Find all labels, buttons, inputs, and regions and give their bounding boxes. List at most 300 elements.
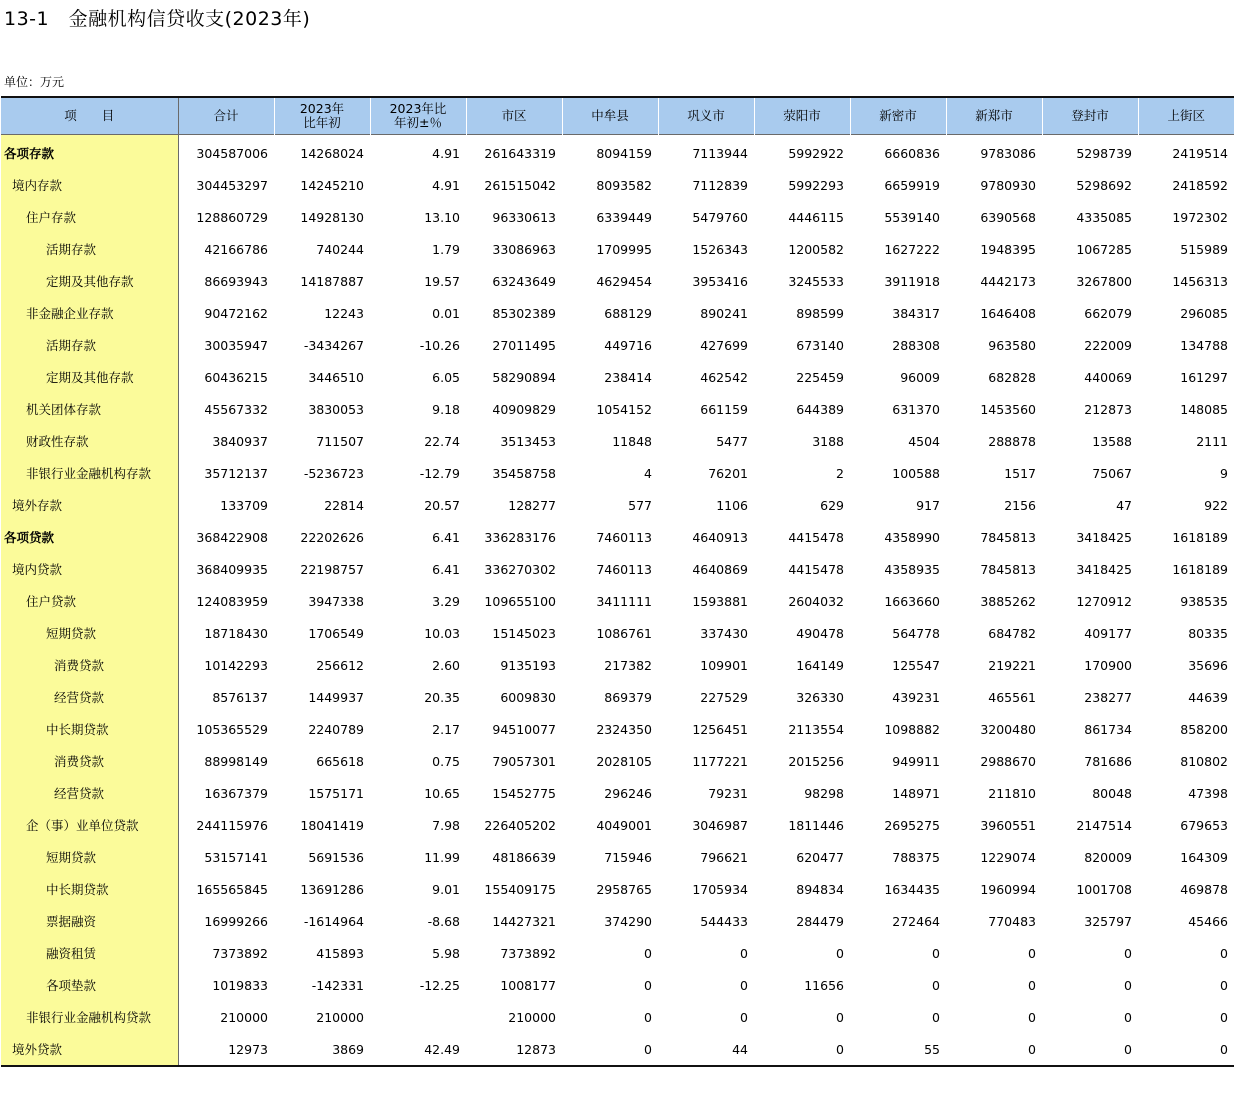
table-cell: 20.35	[424, 689, 460, 705]
table-cell: 0	[644, 1041, 652, 1057]
table-cell: 682828	[988, 369, 1036, 385]
table-cell: 3947338	[308, 593, 364, 609]
table-cell: 336283176	[484, 529, 556, 545]
table-cell: 3200480	[980, 721, 1036, 737]
table-cell: 0	[836, 1009, 844, 1025]
table-cell: 0	[1028, 1041, 1036, 1057]
table-cell: 3911918	[884, 273, 940, 289]
table-cell: 1948395	[980, 241, 1036, 257]
table-cell: 14928130	[300, 209, 364, 225]
table-cell: 661159	[700, 401, 748, 417]
table-cell: 465561	[988, 689, 1036, 705]
table-cell: 1972302	[1172, 209, 1228, 225]
table-cell: 15452775	[492, 785, 556, 801]
table-row	[1, 969, 1234, 1001]
table-cell: 0	[740, 1009, 748, 1025]
table-cell: 5479760	[692, 209, 748, 225]
table-cell: 6.41	[432, 561, 460, 577]
table-cell: 7845813	[980, 529, 1036, 545]
table-cell: 94510077	[492, 721, 556, 737]
table-cell: 1270912	[1076, 593, 1132, 609]
table-cell: 462542	[700, 369, 748, 385]
table-cell: 11656	[804, 977, 844, 993]
table-cell: 45466	[1188, 913, 1228, 929]
table-cell: 0	[1124, 1041, 1132, 1057]
table-cell: 22202626	[300, 529, 364, 545]
table-cell: 449716	[604, 337, 652, 353]
column-header: 荥阳市	[754, 97, 850, 135]
row-label: 住户存款	[1, 201, 178, 233]
table-cell: 219221	[988, 657, 1036, 673]
table-cell: 3245533	[788, 273, 844, 289]
table-cell: 217382	[604, 657, 652, 673]
table-cell: 256612	[316, 657, 364, 673]
table-cell: 715946	[604, 849, 652, 865]
table-cell: 9.18	[432, 401, 460, 417]
table-cell: 128277	[508, 497, 556, 513]
row-label: 非金融企业存款	[1, 297, 178, 329]
unit-label: 单位：万元	[4, 75, 65, 89]
table-cell: 4.91	[432, 177, 460, 193]
table-cell: 1706549	[308, 625, 364, 641]
table-cell: -8.68	[427, 913, 460, 929]
table-cell: 227529	[700, 689, 748, 705]
table-cell: 288878	[988, 433, 1036, 449]
table-cell: 79231	[708, 785, 748, 801]
table-row	[1, 489, 1234, 521]
table-cell: 796621	[700, 849, 748, 865]
table-cell: 679653	[1180, 817, 1228, 833]
table-cell: 564778	[892, 625, 940, 641]
table-cell: 0	[740, 977, 748, 993]
table-cell: 1008177	[500, 977, 556, 993]
table-cell: 2324350	[596, 721, 652, 737]
table-cell: 1456313	[1172, 273, 1228, 289]
table-cell: 164309	[1180, 849, 1228, 865]
table-cell: -12.25	[419, 977, 460, 993]
table-cell: 325797	[1084, 913, 1132, 929]
table-header-row	[1, 97, 1234, 135]
table-cell: 3960551	[980, 817, 1036, 833]
table-cell: 15145023	[492, 625, 556, 641]
table-cell: 4.91	[432, 145, 460, 161]
table-cell: 63243649	[492, 273, 556, 289]
table-cell: 8094159	[596, 145, 652, 161]
table-cell: 368422908	[196, 529, 268, 545]
table-cell: 5691536	[308, 849, 364, 865]
column-header: 上街区	[1138, 97, 1234, 135]
table-cell: 7112839	[692, 177, 748, 193]
table-row	[1, 1033, 1234, 1066]
table-cell: 80335	[1188, 625, 1228, 641]
table-cell: 0	[1220, 1009, 1228, 1025]
table-cell: 490478	[796, 625, 844, 641]
table-cell: 40909829	[492, 401, 556, 417]
table-cell: 3885262	[980, 593, 1036, 609]
table-cell: 6339449	[596, 209, 652, 225]
table-cell: 644389	[796, 401, 844, 417]
table-cell: 7113944	[692, 145, 748, 161]
table-cell: 5477	[716, 433, 748, 449]
row-label: 各项存款	[1, 135, 178, 170]
table-cell: 4640913	[692, 529, 748, 545]
table-row	[1, 649, 1234, 681]
table-cell: 4358990	[884, 529, 940, 545]
table-cell: 810802	[1180, 753, 1228, 769]
row-label: 境外贷款	[1, 1033, 178, 1066]
table-row	[1, 521, 1234, 553]
table-cell: 164149	[796, 657, 844, 673]
table-cell: 629	[820, 497, 844, 513]
table-cell: 898599	[796, 305, 844, 321]
table-row	[1, 1001, 1234, 1033]
table-cell: 2156	[1004, 497, 1036, 513]
table-row	[1, 937, 1234, 969]
row-label: 非银行业金融机构存款	[1, 457, 178, 489]
table-cell: 210000	[316, 1009, 364, 1025]
table-cell: 2.60	[432, 657, 460, 673]
table-cell: 781686	[1084, 753, 1132, 769]
table-cell: 296085	[1180, 305, 1228, 321]
table-cell: 1001708	[1076, 881, 1132, 897]
table-cell: 2240789	[308, 721, 364, 737]
row-label: 活期存款	[1, 233, 178, 265]
table-cell: 1575171	[308, 785, 364, 801]
table-cell: 22.74	[424, 433, 460, 449]
table-cell: 1449937	[308, 689, 364, 705]
table-row	[1, 329, 1234, 361]
table-cell: 1200582	[788, 241, 844, 257]
row-label: 消费贷款	[1, 649, 178, 681]
table-cell: 155409175	[484, 881, 556, 897]
row-label: 各项垫款	[1, 969, 178, 1001]
row-label: 境内存款	[1, 169, 178, 201]
table-cell: 12243	[324, 305, 364, 321]
row-label: 定期及其他存款	[1, 361, 178, 393]
table-cell: 4415478	[788, 529, 844, 545]
table-cell: 22814	[324, 497, 364, 513]
table-row	[1, 265, 1234, 297]
table-cell: 7373892	[212, 945, 268, 961]
table-cell: 5.98	[432, 945, 460, 961]
table-cell: 2.17	[432, 721, 460, 737]
table-cell: 0	[644, 1009, 652, 1025]
table-cell: 0	[644, 945, 652, 961]
table-cell: 296246	[604, 785, 652, 801]
table-cell: 949911	[892, 753, 940, 769]
table-cell: 1593881	[692, 593, 748, 609]
table-cell: 0	[1124, 1009, 1132, 1025]
table-cell: 18041419	[300, 817, 364, 833]
table-cell: 80048	[1092, 785, 1132, 801]
table-cell: 3411111	[596, 593, 652, 609]
table-cell: -142331	[311, 977, 364, 993]
table-cell: 4049001	[596, 817, 652, 833]
table-cell: -12.79	[419, 465, 460, 481]
table-cell: 4415478	[788, 561, 844, 577]
table-cell: 2	[836, 465, 844, 481]
table-cell: 48186639	[492, 849, 556, 865]
table-cell: 20.57	[424, 497, 460, 513]
table-cell: 326330	[796, 689, 844, 705]
table-cell: 7.98	[432, 817, 460, 833]
column-header: 登封市	[1042, 97, 1138, 135]
table-cell: 109655100	[484, 593, 556, 609]
table-cell: 427699	[700, 337, 748, 353]
table-cell: 47	[1116, 497, 1132, 513]
table-cell: 96009	[900, 369, 940, 385]
table-cell: 1618189	[1172, 529, 1228, 545]
table-cell: 2604032	[788, 593, 844, 609]
table-cell: 27011495	[492, 337, 556, 353]
table-cell: 33086963	[492, 241, 556, 257]
row-label: 机关团体存款	[1, 393, 178, 425]
table-cell: 11.99	[424, 849, 460, 865]
table-cell: 3267800	[1076, 273, 1132, 289]
table-cell: 0	[932, 977, 940, 993]
table-cell: 261643319	[484, 145, 556, 161]
table-cell: 12973	[228, 1041, 268, 1057]
row-label: 短期贷款	[1, 841, 178, 873]
table-cell: 5992922	[788, 145, 844, 161]
table-cell: 861734	[1084, 721, 1132, 737]
table-cell: 1811446	[788, 817, 844, 833]
table-cell: 100588	[892, 465, 940, 481]
table-cell: 1106	[716, 497, 748, 513]
table-row	[1, 425, 1234, 457]
table-cell: 272464	[892, 913, 940, 929]
table-cell: 304587006	[196, 145, 268, 161]
table-row	[1, 457, 1234, 489]
table-cell: 3046987	[692, 817, 748, 833]
table-cell: 0	[644, 977, 652, 993]
table-cell: 4442173	[980, 273, 1036, 289]
table-cell: 2028105	[596, 753, 652, 769]
row-label: 各项贷款	[1, 521, 178, 553]
table-cell: 244115976	[196, 817, 268, 833]
table-cell: 1705934	[692, 881, 748, 897]
table-cell: 7460113	[596, 561, 652, 577]
table-cell: 76201	[708, 465, 748, 481]
table-cell: 858200	[1180, 721, 1228, 737]
table-cell: 1960994	[980, 881, 1036, 897]
table-cell: 384317	[892, 305, 940, 321]
table-row	[1, 777, 1234, 809]
table-cell: -5236723	[303, 465, 364, 481]
table-cell: 2015256	[788, 753, 844, 769]
table-cell: 415893	[316, 945, 364, 961]
table-cell: 13588	[1092, 433, 1132, 449]
table-cell: 4335085	[1076, 209, 1132, 225]
table-cell: 0.01	[432, 305, 460, 321]
table-cell: 1453560	[980, 401, 1036, 417]
table-cell: 42.49	[424, 1041, 460, 1057]
table-cell: 2419514	[1172, 145, 1228, 161]
column-header: 新郑市	[946, 97, 1042, 135]
table-cell: 3840937	[212, 433, 268, 449]
table-cell: 98298	[804, 785, 844, 801]
row-label: 短期贷款	[1, 617, 178, 649]
table-cell: 22198757	[300, 561, 364, 577]
table-cell: -10.26	[419, 337, 460, 353]
table-cell: 6390568	[980, 209, 1036, 225]
table-cell: 96330613	[492, 209, 556, 225]
table-cell: 0	[740, 945, 748, 961]
table-cell: 938535	[1180, 593, 1228, 609]
table-row	[1, 233, 1234, 265]
table-cell: 124083959	[196, 593, 268, 609]
table-cell: 770483	[988, 913, 1036, 929]
table-cell: 134788	[1180, 337, 1228, 353]
table-cell: 0	[836, 1041, 844, 1057]
table-cell: 5992293	[788, 177, 844, 193]
table-cell: 288308	[892, 337, 940, 353]
table-cell: 7845813	[980, 561, 1036, 577]
table-cell: 10.65	[424, 785, 460, 801]
table-cell: 148971	[892, 785, 940, 801]
table-cell: 75067	[1092, 465, 1132, 481]
credit-table	[1, 96, 1234, 1067]
table-cell: 3418425	[1076, 529, 1132, 545]
row-label: 经营贷款	[1, 777, 178, 809]
table-row	[1, 905, 1234, 937]
table-cell: 4504	[908, 433, 940, 449]
table-cell: 170900	[1084, 657, 1132, 673]
row-label: 财政性存款	[1, 425, 178, 457]
table-cell: 212873	[1084, 401, 1132, 417]
table-cell: 1229074	[980, 849, 1036, 865]
table-cell: 3.29	[432, 593, 460, 609]
table-cell: 337430	[700, 625, 748, 641]
table-row	[1, 553, 1234, 585]
table-cell: 18718430	[204, 625, 268, 641]
table-cell: 890241	[700, 305, 748, 321]
table-cell: 963580	[988, 337, 1036, 353]
table-cell: 1709995	[596, 241, 652, 257]
table-cell: 304453297	[196, 177, 268, 193]
table-cell: 60436215	[204, 369, 268, 385]
table-row	[1, 135, 1234, 170]
table-cell: 684782	[988, 625, 1036, 641]
table-cell: 6.41	[432, 529, 460, 545]
table-cell: 161297	[1180, 369, 1228, 385]
table-cell: 133709	[220, 497, 268, 513]
table-cell: 9780930	[980, 177, 1036, 193]
table-cell: 5298692	[1076, 177, 1132, 193]
table-cell: 3953416	[692, 273, 748, 289]
table-row	[1, 585, 1234, 617]
table-cell: 577	[628, 497, 652, 513]
table-cell: 439231	[892, 689, 940, 705]
table-row	[1, 169, 1234, 201]
table-cell: 4358935	[884, 561, 940, 577]
table-cell: 148085	[1180, 401, 1228, 417]
table-cell: 211810	[988, 785, 1036, 801]
table-cell: 16367379	[204, 785, 268, 801]
table-cell: 86693943	[204, 273, 268, 289]
table-cell: 631370	[892, 401, 940, 417]
table-cell: 58290894	[492, 369, 556, 385]
table-cell: 1526343	[692, 241, 748, 257]
table-row	[1, 617, 1234, 649]
table-cell: 109901	[700, 657, 748, 673]
table-cell: 374290	[604, 913, 652, 929]
table-cell: 336270302	[484, 561, 556, 577]
table-cell: 4	[644, 465, 652, 481]
table-cell: 8576137	[212, 689, 268, 705]
table-cell: 740244	[316, 241, 364, 257]
table-cell: 8093582	[596, 177, 652, 193]
table-cell: 128860729	[196, 209, 268, 225]
row-label: 经营贷款	[1, 681, 178, 713]
table-cell: 19.57	[424, 273, 460, 289]
table-cell: 44639	[1188, 689, 1228, 705]
table-cell: 0.75	[432, 753, 460, 769]
table-cell: 620477	[796, 849, 844, 865]
table-cell: 2418592	[1172, 177, 1228, 193]
table-cell: 44	[732, 1041, 748, 1057]
table-cell: 284479	[796, 913, 844, 929]
table-cell: 1627222	[884, 241, 940, 257]
table-cell: 368409935	[196, 561, 268, 577]
row-label: 非银行业金融机构贷款	[1, 1001, 178, 1033]
table-cell: 0	[1220, 977, 1228, 993]
table-cell: 9135193	[500, 657, 556, 673]
table-cell: 9.01	[432, 881, 460, 897]
table-cell: 7373892	[500, 945, 556, 961]
table-cell: 79057301	[492, 753, 556, 769]
column-header: 新密市	[850, 97, 946, 135]
table-cell: 3188	[812, 433, 844, 449]
table-cell: 1618189	[1172, 561, 1228, 577]
column-header: 市区	[466, 97, 562, 135]
table-cell: 14187887	[300, 273, 364, 289]
table-cell: 90472162	[204, 305, 268, 321]
table-row	[1, 713, 1234, 745]
table-cell: 1646408	[980, 305, 1036, 321]
table-cell: 1067285	[1076, 241, 1132, 257]
table-cell: 1634435	[884, 881, 940, 897]
table-cell: 125547	[892, 657, 940, 673]
column-header: 中牟县	[562, 97, 658, 135]
table-cell: 0	[1124, 977, 1132, 993]
table-cell: 16999266	[204, 913, 268, 929]
table-cell: 788375	[892, 849, 940, 865]
table-cell: 3869	[332, 1041, 364, 1057]
row-label: 中长期贷款	[1, 873, 178, 905]
table-row	[1, 361, 1234, 393]
page-title: 13-1 金融机构信贷收支(2023年)	[4, 8, 311, 30]
table-cell: -3434267	[303, 337, 364, 353]
table-cell: 3513453	[500, 433, 556, 449]
row-label: 融资租赁	[1, 937, 178, 969]
table-cell: 7460113	[596, 529, 652, 545]
table-cell: -1614964	[303, 913, 364, 929]
table-cell: 238414	[604, 369, 652, 385]
table-cell: 688129	[604, 305, 652, 321]
table-cell: 0	[932, 1009, 940, 1025]
table-cell: 0	[1220, 1041, 1228, 1057]
table-cell: 6660836	[884, 145, 940, 161]
table-cell: 922	[1204, 497, 1228, 513]
table-cell: 2958765	[596, 881, 652, 897]
table-cell: 1098882	[884, 721, 940, 737]
table-cell: 35458758	[492, 465, 556, 481]
table-cell: 5298739	[1076, 145, 1132, 161]
table-cell: 14245210	[300, 177, 364, 193]
table-row	[1, 841, 1234, 873]
row-label: 消费贷款	[1, 745, 178, 777]
